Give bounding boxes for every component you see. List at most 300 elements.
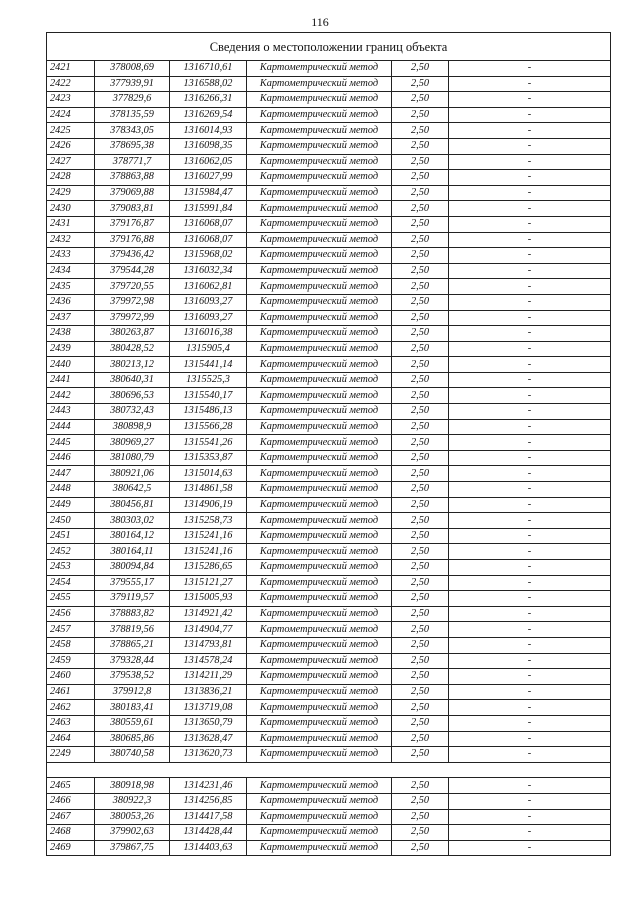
x-coordinate-cell: 378883,82 [95,606,170,622]
precision-cell: 2,50 [392,326,449,342]
method-cell: Картометрический метод [247,591,392,607]
method-cell: Картометрический метод [247,544,392,560]
y-coordinate-cell: 1314417,58 [170,809,247,825]
description-cell: - [449,92,611,108]
x-coordinate-cell: 379083,81 [95,201,170,217]
table-row [47,809,611,825]
method-cell: Картометрический метод [247,435,392,451]
method-cell: Картометрический метод [247,528,392,544]
method-cell: Картометрический метод [247,388,392,404]
description-cell: - [449,466,611,482]
method-cell: Картометрический метод [247,76,392,92]
table-row [47,310,611,326]
method-cell: Картометрический метод [247,482,392,498]
precision-cell: 2,50 [392,528,449,544]
point-number-cell: 2429 [47,185,95,201]
table-row [47,294,611,310]
precision-cell: 2,50 [392,544,449,560]
precision-cell: 2,50 [392,170,449,186]
point-number-cell: 2455 [47,591,95,607]
description-cell: - [449,575,611,591]
y-coordinate-cell: 1315121,27 [170,575,247,591]
precision-cell: 2,50 [392,622,449,638]
method-cell: Картометрический метод [247,793,392,809]
method-cell: Картометрический метод [247,170,392,186]
precision-cell: 2,50 [392,653,449,669]
method-cell: Картометрический метод [247,326,392,342]
y-coordinate-cell: 1315286,65 [170,560,247,576]
x-coordinate-cell: 380263,87 [95,326,170,342]
point-number-cell: 2459 [47,653,95,669]
table-row [47,419,611,435]
point-number-cell: 2439 [47,341,95,357]
y-coordinate-cell: 1313650,79 [170,715,247,731]
method-cell: Картометрический метод [247,419,392,435]
precision-cell: 2,50 [392,201,449,217]
description-cell: - [449,232,611,248]
method-cell: Картометрический метод [247,669,392,685]
y-coordinate-cell: 1315005,93 [170,591,247,607]
x-coordinate-cell: 380640,31 [95,372,170,388]
method-cell: Картометрический метод [247,513,392,529]
point-number-cell: 2428 [47,170,95,186]
x-coordinate-cell: 380898,9 [95,419,170,435]
table-row [47,435,611,451]
table-row [47,216,611,232]
precision-cell: 2,50 [392,76,449,92]
y-coordinate-cell: 1315984,47 [170,185,247,201]
x-coordinate-cell: 380922,3 [95,793,170,809]
method-cell: Картометрический метод [247,715,392,731]
y-coordinate-cell: 1316068,07 [170,232,247,248]
precision-cell: 2,50 [392,684,449,700]
description-cell: - [449,700,611,716]
y-coordinate-cell: 1316062,81 [170,279,247,295]
description-cell: - [449,294,611,310]
table-row [47,622,611,638]
table-row [47,700,611,716]
point-number-cell: 2460 [47,669,95,685]
description-cell: - [449,778,611,794]
y-coordinate-cell: 1313836,21 [170,684,247,700]
table-row [47,747,611,763]
point-number-cell: 2445 [47,435,95,451]
point-number-cell: 2421 [47,61,95,77]
description-cell: - [449,482,611,498]
precision-cell: 2,50 [392,388,449,404]
point-number-cell: 2435 [47,279,95,295]
description-cell: - [449,450,611,466]
method-cell: Картометрический метод [247,747,392,763]
x-coordinate-cell: 380164,11 [95,544,170,560]
y-coordinate-cell: 1316032,34 [170,263,247,279]
x-coordinate-cell: 380740,58 [95,747,170,763]
x-coordinate-cell: 379176,87 [95,216,170,232]
table-row [47,669,611,685]
description-cell: - [449,544,611,560]
description-cell: - [449,731,611,747]
table-row [47,404,611,420]
y-coordinate-cell: 1315441,14 [170,357,247,373]
precision-cell: 2,50 [392,497,449,513]
table-row [47,825,611,841]
x-coordinate-cell: 378863,88 [95,170,170,186]
description-cell: - [449,637,611,653]
point-number-cell: 2432 [47,232,95,248]
table-row [47,715,611,731]
method-cell: Картометрический метод [247,637,392,653]
x-coordinate-cell: 380094,84 [95,560,170,576]
precision-cell: 2,50 [392,154,449,170]
y-coordinate-cell: 1315991,84 [170,201,247,217]
precision-cell: 2,50 [392,263,449,279]
page-number: 116 [311,15,329,29]
table-row [47,138,611,154]
method-cell: Картометрический метод [247,653,392,669]
table-row [47,528,611,544]
description-cell: - [449,123,611,139]
x-coordinate-cell: 378135,59 [95,107,170,123]
y-coordinate-cell: 1316062,05 [170,154,247,170]
table-row [47,279,611,295]
description-cell: - [449,61,611,77]
table-row [47,637,611,653]
table-row [47,123,611,139]
table-row [47,778,611,794]
y-coordinate-cell: 1314578,24 [170,653,247,669]
point-number-cell: 2423 [47,92,95,108]
y-coordinate-cell: 1316093,27 [170,310,247,326]
precision-cell: 2,50 [392,372,449,388]
point-number-cell: 2437 [47,310,95,326]
point-number-cell: 2456 [47,606,95,622]
description-cell: - [449,341,611,357]
method-cell: Картометрический метод [247,61,392,77]
description-cell: - [449,201,611,217]
precision-cell: 2,50 [392,216,449,232]
x-coordinate-cell: 381080,79 [95,450,170,466]
precision-cell: 2,50 [392,825,449,841]
method-cell: Картометрический метод [247,372,392,388]
table-row [47,263,611,279]
point-number-cell: 2452 [47,544,95,560]
table-row [47,731,611,747]
point-number-cell: 2448 [47,482,95,498]
table-row [47,154,611,170]
precision-cell: 2,50 [392,575,449,591]
method-cell: Картометрический метод [247,232,392,248]
method-cell: Картометрический метод [247,310,392,326]
separator-cell [47,762,611,778]
description-cell: - [449,809,611,825]
x-coordinate-cell: 379720,55 [95,279,170,295]
method-cell: Картометрический метод [247,138,392,154]
y-coordinate-cell: 1315566,28 [170,419,247,435]
method-cell: Картометрический метод [247,357,392,373]
y-coordinate-cell: 1315014,63 [170,466,247,482]
description-cell: - [449,435,611,451]
y-coordinate-cell: 1316027,99 [170,170,247,186]
y-coordinate-cell: 1315258,73 [170,513,247,529]
table-row [47,606,611,622]
table-title: Сведения о местоположении границ объекта [47,33,611,61]
y-coordinate-cell: 1316014,93 [170,123,247,139]
method-cell: Картометрический метод [247,731,392,747]
method-cell: Картометрический метод [247,341,392,357]
separator-row [47,762,611,778]
table-row [47,326,611,342]
description-cell: - [449,684,611,700]
precision-cell: 2,50 [392,419,449,435]
x-coordinate-cell: 379972,99 [95,310,170,326]
x-coordinate-cell: 380918,98 [95,778,170,794]
precision-cell: 2,50 [392,279,449,295]
point-number-cell: 2449 [47,497,95,513]
method-cell: Картометрический метод [247,201,392,217]
precision-cell: 2,50 [392,731,449,747]
method-cell: Картометрический метод [247,294,392,310]
x-coordinate-cell: 380685,86 [95,731,170,747]
x-coordinate-cell: 378819,56 [95,622,170,638]
description-cell: - [449,513,611,529]
method-cell: Картометрический метод [247,185,392,201]
y-coordinate-cell: 1316098,35 [170,138,247,154]
table-row [47,840,611,856]
table-row [47,560,611,576]
x-coordinate-cell: 380053,26 [95,809,170,825]
point-number-cell: 2430 [47,201,95,217]
description-cell: - [449,497,611,513]
description-cell: - [449,793,611,809]
y-coordinate-cell: 1316266,31 [170,92,247,108]
method-cell: Картометрический метод [247,560,392,576]
precision-cell: 2,50 [392,92,449,108]
precision-cell: 2,50 [392,61,449,77]
table-row [47,575,611,591]
description-cell: - [449,606,611,622]
description-cell: - [449,279,611,295]
point-number-cell: 2462 [47,700,95,716]
precision-cell: 2,50 [392,341,449,357]
x-coordinate-cell: 379555,17 [95,575,170,591]
description-cell: - [449,747,611,763]
precision-cell: 2,50 [392,778,449,794]
description-cell: - [449,560,611,576]
precision-cell: 2,50 [392,435,449,451]
x-coordinate-cell: 380213,12 [95,357,170,373]
table-row [47,544,611,560]
x-coordinate-cell: 380921,06 [95,466,170,482]
x-coordinate-cell: 380559,61 [95,715,170,731]
precision-cell: 2,50 [392,248,449,264]
precision-cell: 2,50 [392,669,449,685]
precision-cell: 2,50 [392,793,449,809]
y-coordinate-cell: 1314904,77 [170,622,247,638]
description-cell: - [449,622,611,638]
point-number-cell: 2434 [47,263,95,279]
precision-cell: 2,50 [392,357,449,373]
point-number-cell: 2447 [47,466,95,482]
point-number-cell: 2424 [47,107,95,123]
table-row [47,170,611,186]
x-coordinate-cell: 378343,05 [95,123,170,139]
table-row [47,591,611,607]
precision-cell: 2,50 [392,466,449,482]
precision-cell: 2,50 [392,591,449,607]
y-coordinate-cell: 1314403,63 [170,840,247,856]
precision-cell: 2,50 [392,185,449,201]
table-row [47,653,611,669]
point-number-cell: 2426 [47,138,95,154]
point-number-cell: 2464 [47,731,95,747]
x-coordinate-cell: 379436,42 [95,248,170,264]
method-cell: Картометрический метод [247,279,392,295]
description-cell: - [449,76,611,92]
description-cell: - [449,388,611,404]
description-cell: - [449,372,611,388]
method-cell: Картометрический метод [247,404,392,420]
description-cell: - [449,310,611,326]
precision-cell: 2,50 [392,294,449,310]
y-coordinate-cell: 1315525,3 [170,372,247,388]
y-coordinate-cell: 1314861,58 [170,482,247,498]
point-number-cell: 2461 [47,684,95,700]
y-coordinate-cell: 1313719,08 [170,700,247,716]
method-cell: Картометрический метод [247,107,392,123]
method-cell: Картометрический метод [247,700,392,716]
description-cell: - [449,107,611,123]
table-row [47,248,611,264]
precision-cell: 2,50 [392,840,449,856]
x-coordinate-cell: 380456,81 [95,497,170,513]
y-coordinate-cell: 1314256,85 [170,793,247,809]
x-coordinate-cell: 379544,28 [95,263,170,279]
y-coordinate-cell: 1314231,46 [170,778,247,794]
precision-cell: 2,50 [392,747,449,763]
point-number-cell: 2249 [47,747,95,763]
precision-cell: 2,50 [392,232,449,248]
method-cell: Картометрический метод [247,575,392,591]
x-coordinate-cell: 379972,98 [95,294,170,310]
y-coordinate-cell: 1316588,02 [170,76,247,92]
table-row [47,357,611,373]
x-coordinate-cell: 378008,69 [95,61,170,77]
description-cell: - [449,216,611,232]
precision-cell: 2,50 [392,560,449,576]
table-row [47,61,611,77]
point-number-cell: 2433 [47,248,95,264]
method-cell: Картометрический метод [247,450,392,466]
point-number-cell: 2465 [47,778,95,794]
method-cell: Картометрический метод [247,840,392,856]
y-coordinate-cell: 1313628,47 [170,731,247,747]
method-cell: Картометрический метод [247,154,392,170]
table-row [47,341,611,357]
description-cell: - [449,154,611,170]
y-coordinate-cell: 1315541,26 [170,435,247,451]
method-cell: Картометрический метод [247,497,392,513]
x-coordinate-cell: 379538,52 [95,669,170,685]
point-number-cell: 2467 [47,809,95,825]
table-row [47,201,611,217]
method-cell: Картометрический метод [247,778,392,794]
point-number-cell: 2446 [47,450,95,466]
x-coordinate-cell: 379867,75 [95,840,170,856]
x-coordinate-cell: 379912,8 [95,684,170,700]
description-cell: - [449,138,611,154]
table-row [47,185,611,201]
y-coordinate-cell: 1315353,87 [170,450,247,466]
description-cell: - [449,185,611,201]
x-coordinate-cell: 378865,21 [95,637,170,653]
table-row [47,450,611,466]
x-coordinate-cell: 379119,57 [95,591,170,607]
precision-cell: 2,50 [392,606,449,622]
point-number-cell: 2457 [47,622,95,638]
y-coordinate-cell: 1314428,44 [170,825,247,841]
description-cell: - [449,248,611,264]
method-cell: Картометрический метод [247,216,392,232]
table-row [47,232,611,248]
method-cell: Картометрический метод [247,684,392,700]
point-number-cell: 2427 [47,154,95,170]
x-coordinate-cell: 379902,63 [95,825,170,841]
method-cell: Картометрический метод [247,606,392,622]
method-cell: Картометрический метод [247,123,392,139]
table-row [47,482,611,498]
table-row [47,92,611,108]
point-number-cell: 2442 [47,388,95,404]
point-number-cell: 2422 [47,76,95,92]
table-row [47,76,611,92]
precision-cell: 2,50 [392,450,449,466]
x-coordinate-cell: 377829,6 [95,92,170,108]
precision-cell: 2,50 [392,700,449,716]
x-coordinate-cell: 380969,27 [95,435,170,451]
table-row [47,107,611,123]
x-coordinate-cell: 378771,7 [95,154,170,170]
precision-cell: 2,50 [392,637,449,653]
method-cell: Картометрический метод [247,622,392,638]
method-cell: Картометрический метод [247,248,392,264]
x-coordinate-cell: 379328,44 [95,653,170,669]
y-coordinate-cell: 1316016,38 [170,326,247,342]
x-coordinate-cell: 380428,52 [95,341,170,357]
point-number-cell: 2458 [47,637,95,653]
table-row [47,497,611,513]
x-coordinate-cell: 377939,91 [95,76,170,92]
y-coordinate-cell: 1315905,4 [170,341,247,357]
y-coordinate-cell: 1315540,17 [170,388,247,404]
x-coordinate-cell: 379176,88 [95,232,170,248]
description-cell: - [449,263,611,279]
description-cell: - [449,170,611,186]
precision-cell: 2,50 [392,513,449,529]
y-coordinate-cell: 1314793,81 [170,637,247,653]
description-cell: - [449,591,611,607]
y-coordinate-cell: 1314921,42 [170,606,247,622]
point-number-cell: 2440 [47,357,95,373]
point-number-cell: 2469 [47,840,95,856]
table-row [47,793,611,809]
table-row [47,513,611,529]
y-coordinate-cell: 1316269,54 [170,107,247,123]
point-number-cell: 2443 [47,404,95,420]
y-coordinate-cell: 1315968,02 [170,248,247,264]
description-cell: - [449,404,611,420]
point-number-cell: 2453 [47,560,95,576]
y-coordinate-cell: 1315241,16 [170,528,247,544]
